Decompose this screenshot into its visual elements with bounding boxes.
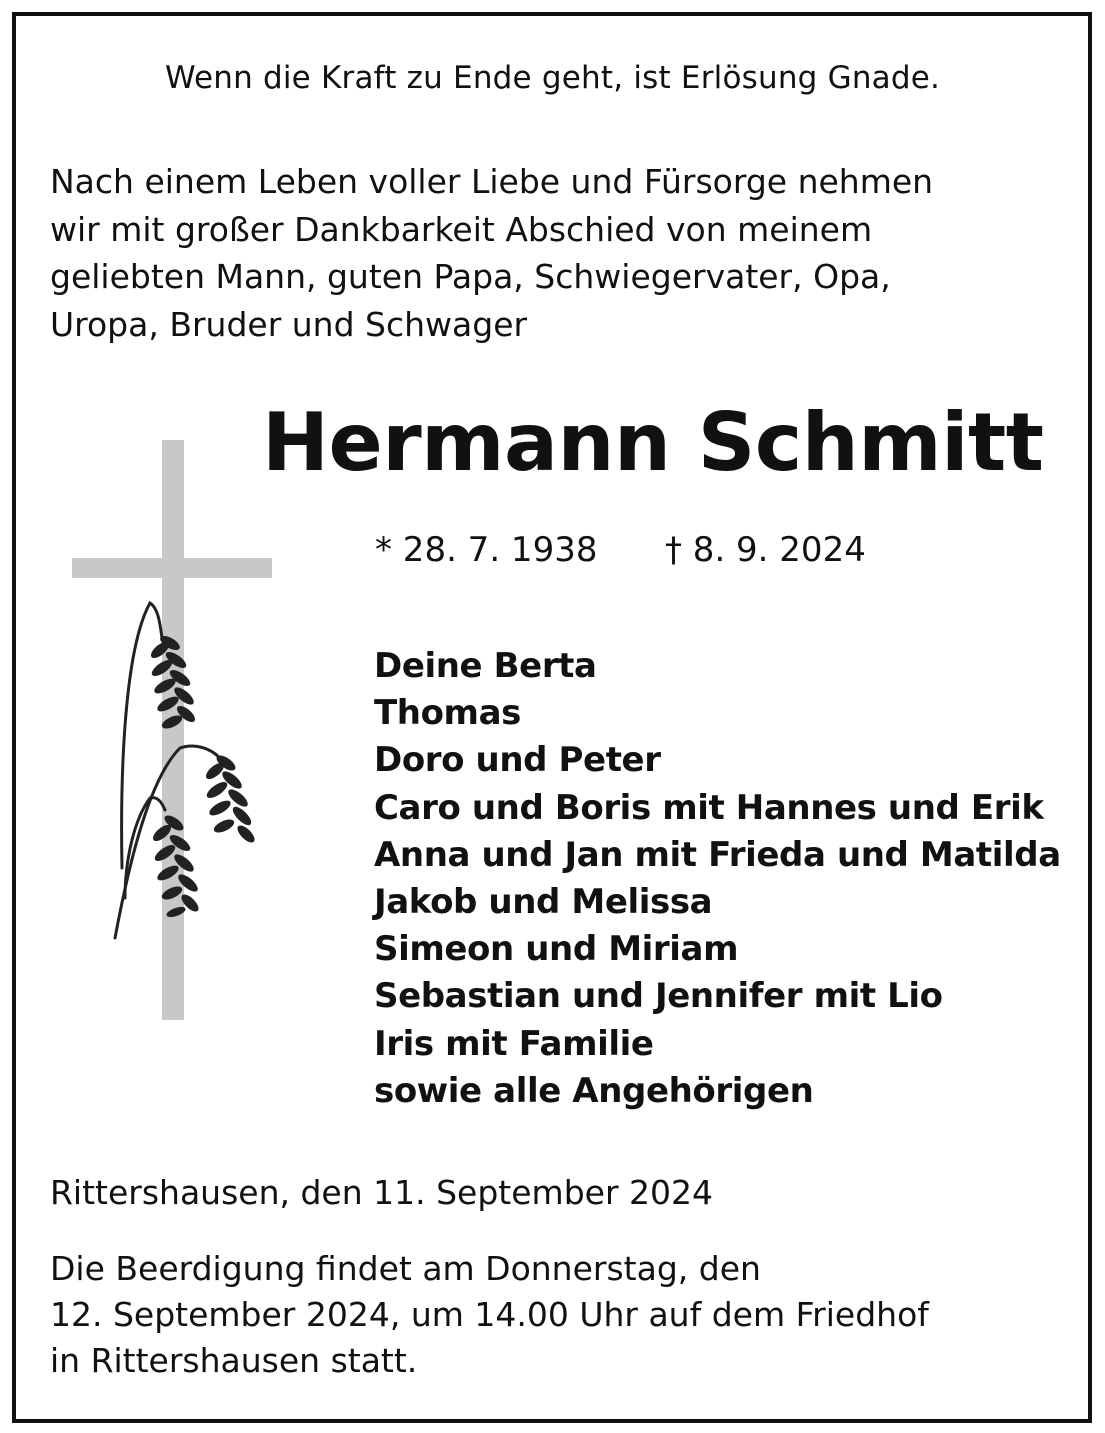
- intro-line: Uropa, Bruder und Schwager: [50, 304, 528, 344]
- deceased-name: Hermann Schmitt: [262, 396, 1044, 489]
- motto: Wenn die Kraft zu Ende geht, ist Erlösung Gnade.: [164, 60, 941, 96]
- mourner-item: Iris mit Familie: [374, 1023, 654, 1064]
- funeral-line: in Rittershausen statt.: [50, 1341, 418, 1380]
- mourner-item: sowie alle Angehörigen: [374, 1070, 814, 1111]
- intro-text: [50, 158, 1050, 348]
- mourner-item: Anna und Jan mit Frieda und Matilda: [374, 834, 1061, 875]
- funeral-line: 12. September 2024, um 14.00 Uhr auf dem Friedhof: [50, 1295, 929, 1334]
- funeral-line: Die Beerdigung findet am Donnerstag, den: [50, 1249, 761, 1288]
- mourner-item: Sebastian und Jennifer mit Lio: [374, 976, 943, 1017]
- mourners-list: [374, 643, 1061, 1115]
- cross-with-wheat-icon: [70, 438, 280, 1028]
- mourner-item: Doro und Peter: [374, 740, 661, 781]
- place-date: Rittershausen, den 11. September 2024: [50, 1173, 713, 1212]
- funeral-notice: [50, 1246, 929, 1384]
- intro-line: geliebten Mann, guten Papa, Schwiegervater, Opa,: [50, 257, 891, 296]
- death-date: † 8. 9. 2024: [665, 530, 866, 570]
- intro-line: wir mit großer Dankbarkeit Abschied von meinem: [50, 209, 873, 249]
- birth-date: * 28. 7. 1938: [375, 530, 598, 570]
- mourner-item: Caro und Boris mit Hannes und Erik: [374, 787, 1044, 828]
- mourner-item: Simeon und Miriam: [374, 929, 739, 970]
- intro-line: Nach einem Leben voller Liebe und Fürsorge nehmen: [50, 162, 934, 201]
- mourner-item: Thomas: [374, 693, 521, 734]
- mourner-item: Deine Berta: [374, 646, 597, 686]
- mourner-item: Jakob und Melissa: [374, 882, 713, 923]
